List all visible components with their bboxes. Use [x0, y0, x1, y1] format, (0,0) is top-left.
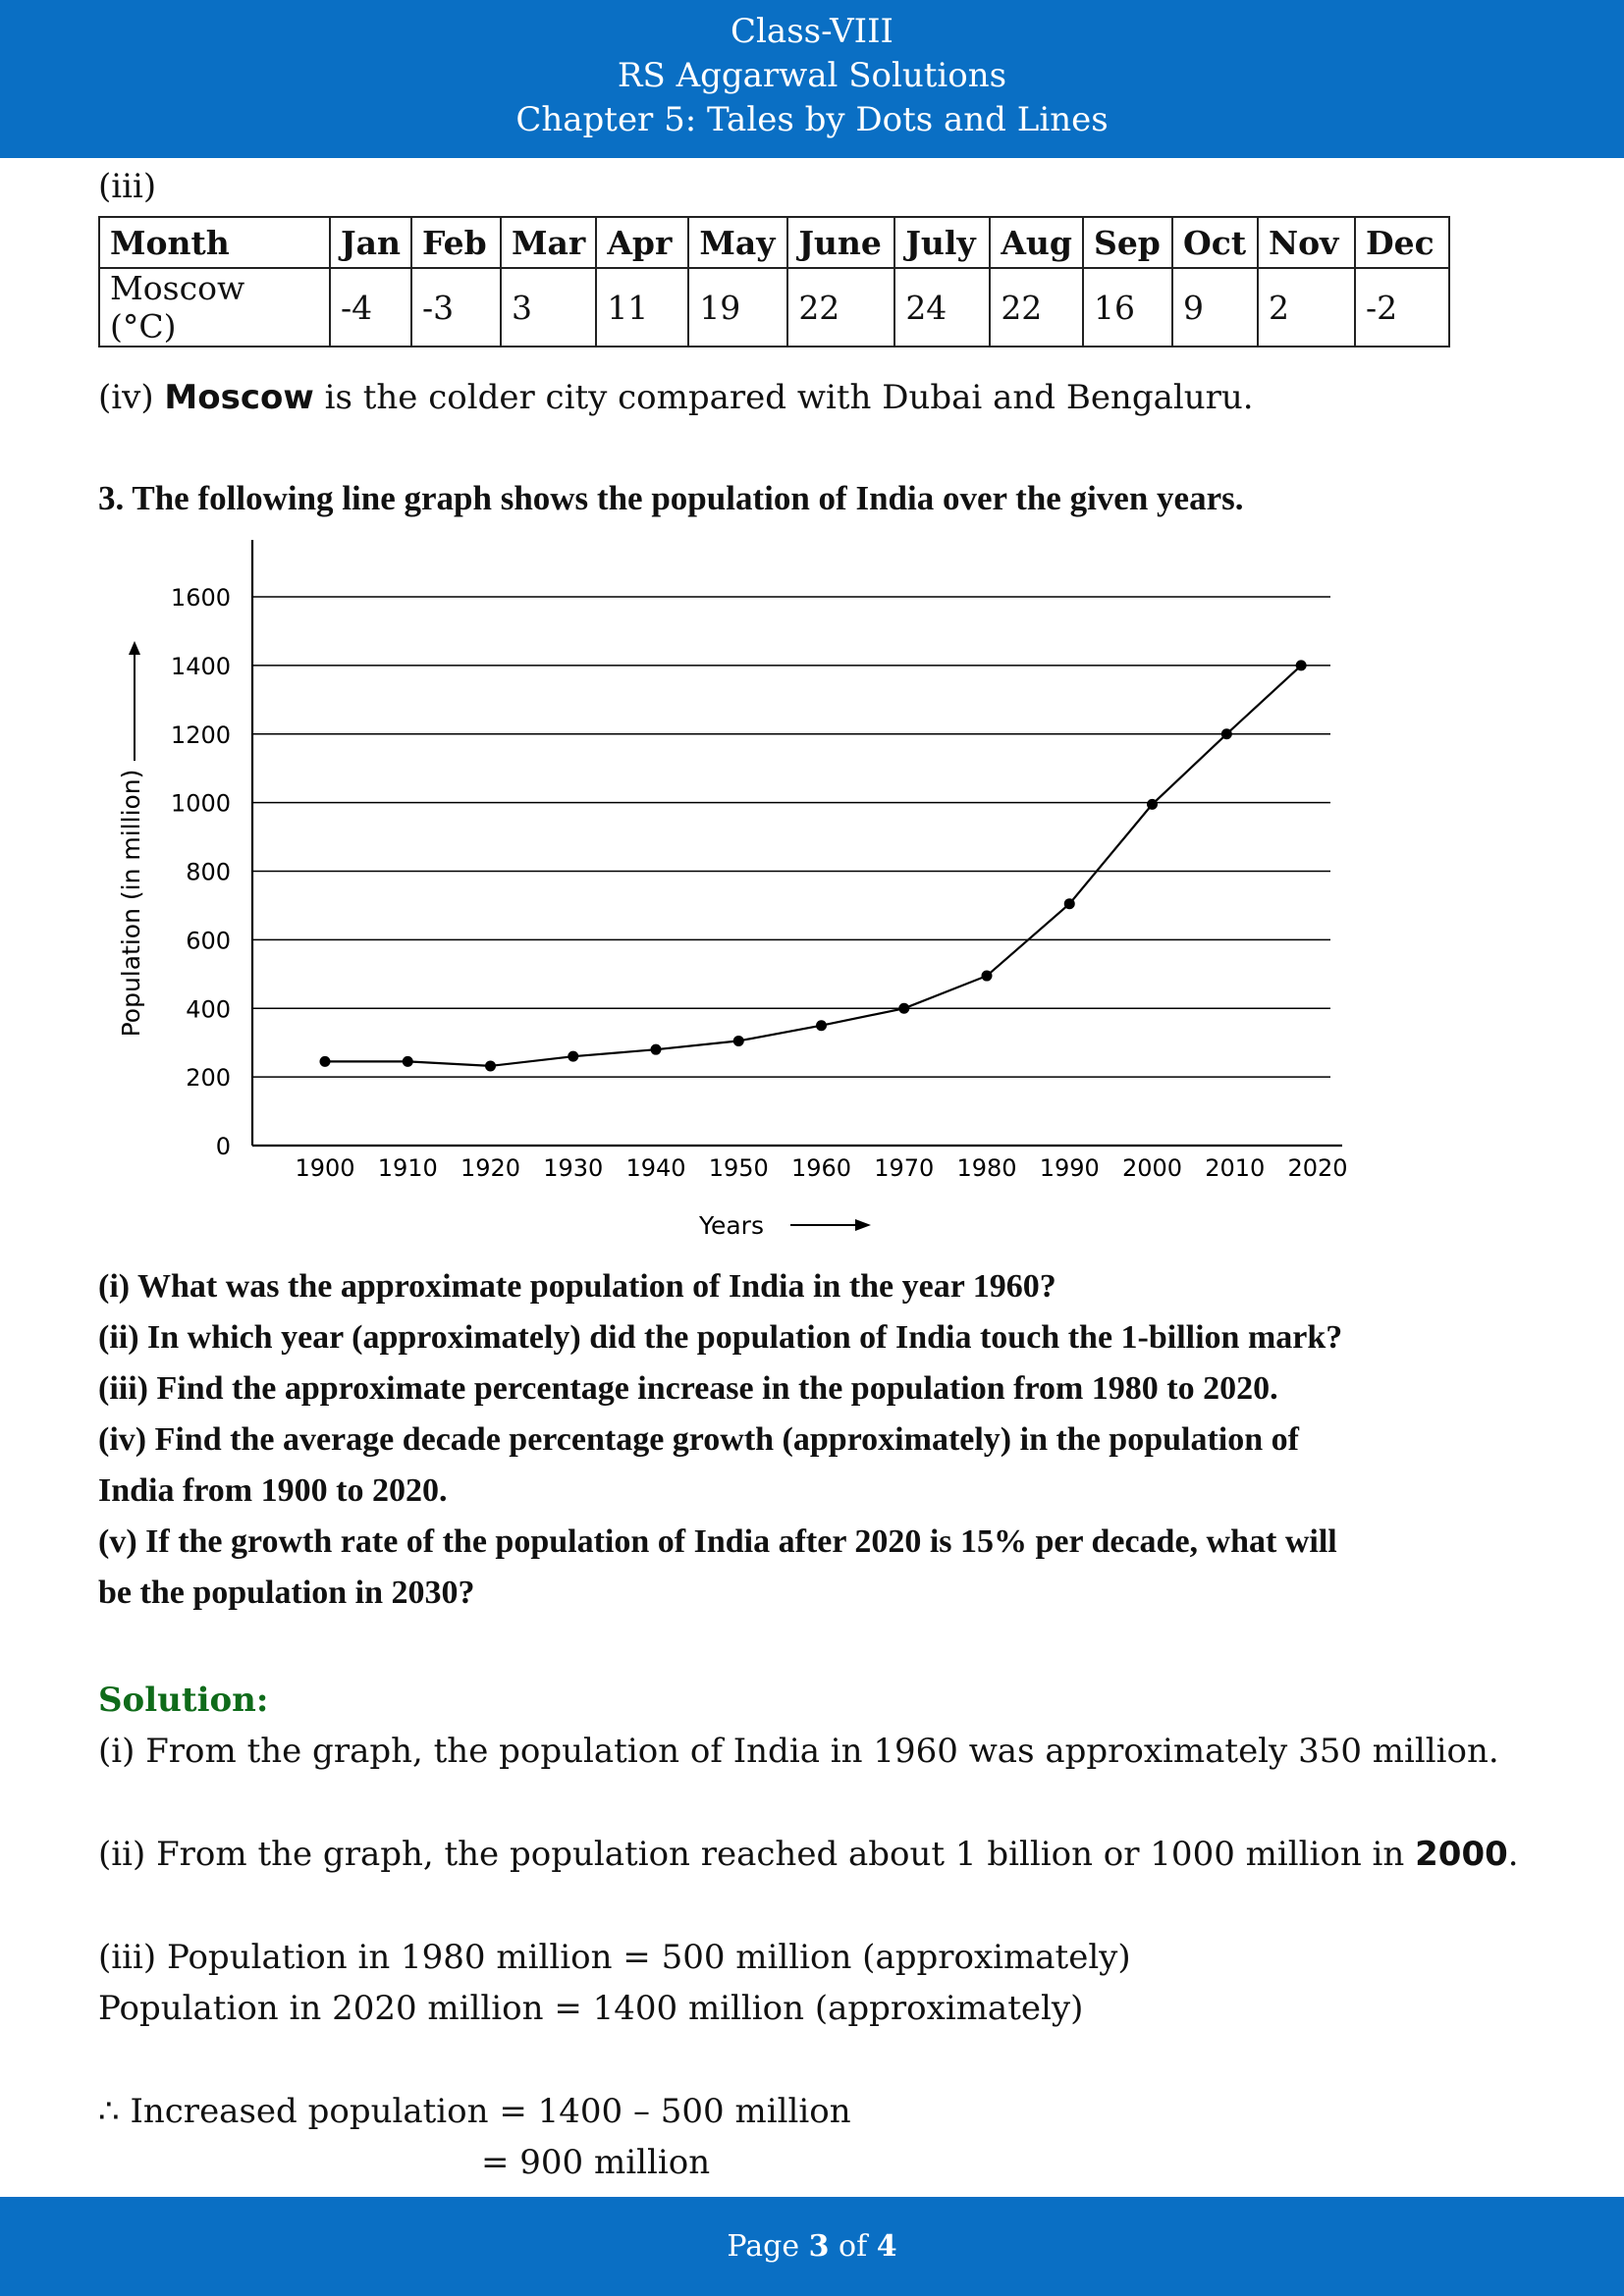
- part-iv-prefix: (iv): [98, 378, 165, 417]
- y-tick-label: 200: [186, 1064, 231, 1093]
- x-tick-label: 1940: [625, 1154, 686, 1182]
- sub-question-iii: (iii) Find the approximate percentage increase in the population from 1980 to 2020.: [98, 1370, 1278, 1407]
- header-chapter: Chapter 5: Tales by Dots and Lines: [515, 100, 1109, 139]
- answer-iii-line1: (iii) Population in 1980 million = 500 million (approximately): [98, 1938, 1131, 1977]
- footer-current-page: 3: [808, 2229, 830, 2264]
- x-tick-label: 1970: [874, 1154, 935, 1182]
- table-cell: -4: [330, 268, 411, 347]
- table-cell: 2: [1258, 268, 1355, 347]
- page-header: [0, 0, 1624, 158]
- answer-iii-line4: = 900 million: [481, 2143, 711, 2182]
- table-cell: 24: [894, 268, 990, 347]
- x-tick-label: 1960: [790, 1154, 852, 1182]
- table-header-row: [99, 217, 1449, 268]
- sub-question-ii: (ii) In which year (approximately) did the population of India touch the 1-billion mark?: [98, 1319, 1343, 1356]
- table-cell: July: [894, 217, 990, 268]
- table-cell: Feb: [411, 217, 501, 268]
- page-footer: [0, 2197, 1624, 2296]
- sub-question-v-cont: be the population in 2030?: [98, 1575, 475, 1611]
- table-cell: Nov: [1258, 217, 1355, 268]
- table-cell: Month: [99, 217, 330, 268]
- data-point: [1296, 660, 1307, 670]
- chart-gridlines: [252, 597, 1330, 1077]
- header-class: Class-VIII: [731, 12, 893, 51]
- footer-of-word: of: [829, 2229, 877, 2264]
- y-tick-label: 600: [186, 927, 231, 955]
- population-series-line: [325, 666, 1301, 1066]
- table-row: [99, 268, 1449, 347]
- footer-page-word: Page: [727, 2229, 809, 2264]
- table-cell: 22: [787, 268, 894, 347]
- y-tick-label: 0: [215, 1133, 231, 1160]
- solution-heading: Solution:: [98, 1681, 269, 1720]
- x-tick-label: 1920: [460, 1154, 521, 1182]
- table-cell: Moscow (°C): [99, 268, 330, 347]
- x-tick-label: 1980: [956, 1154, 1017, 1182]
- y-axis-label: Population (in million): [117, 769, 145, 1038]
- answer-ii-end: .: [1507, 1835, 1519, 1874]
- answer-iii-line2: Population in 2020 million = 1400 million (approximately): [98, 1989, 1084, 2028]
- x-tick-labels: [295, 1154, 1347, 1182]
- data-point: [733, 1036, 744, 1046]
- x-tick-label: 1900: [295, 1154, 355, 1182]
- table-cell: Aug: [990, 217, 1083, 268]
- data-point: [1064, 898, 1075, 909]
- data-point: [568, 1051, 578, 1062]
- answer-ii-text: (ii) From the graph, the population reached about 1 billion or 1000 million in: [98, 1835, 1416, 1874]
- x-tick-label: 1930: [543, 1154, 604, 1182]
- table-cell: -2: [1355, 268, 1449, 347]
- data-point: [320, 1056, 331, 1067]
- table-cell: June: [787, 217, 894, 268]
- part-iii-label: (iii): [98, 167, 157, 206]
- answer-ii-bold: 2000: [1415, 1835, 1508, 1874]
- data-point: [485, 1060, 496, 1071]
- table-cell: 11: [596, 268, 688, 347]
- part-iv-answer: [98, 378, 1254, 417]
- y-tick-label: 800: [186, 858, 231, 886]
- x-tick-label: 1910: [377, 1154, 438, 1182]
- x-tick-label: 2000: [1121, 1154, 1183, 1182]
- x-tick-label: 1990: [1039, 1154, 1100, 1182]
- x-tick-label: 2020: [1287, 1154, 1348, 1182]
- header-book: RS Aggarwal Solutions: [617, 56, 1007, 95]
- y-tick-label: 1600: [170, 584, 231, 612]
- sub-question-i: (i) What was the approximate population of India in the year 1960?: [98, 1268, 1056, 1305]
- y-tick-label: 1200: [170, 721, 231, 749]
- data-point: [403, 1056, 413, 1067]
- x-tick-label: 2010: [1205, 1154, 1266, 1182]
- x-axis-label: Years: [699, 1211, 764, 1240]
- data-point: [1221, 728, 1232, 739]
- answer-iii-line3: ∴ Increased population = 1400 – 500 million: [98, 2092, 851, 2131]
- answer-i: (i) From the graph, the population of India in 1960 was approximately 350 million.: [98, 1732, 1499, 1771]
- y-tick-labels: [171, 584, 231, 1160]
- data-point: [1147, 799, 1158, 810]
- sub-question-iv: (iv) Find the average decade percentage growth (approximately) in the population of: [98, 1421, 1299, 1458]
- population-line-chart: [93, 535, 1380, 1261]
- part-iv-rest: is the colder city compared with Dubai and Bengaluru.: [313, 378, 1254, 417]
- table-cell: 19: [688, 268, 787, 347]
- x-tick-label: 1950: [708, 1154, 769, 1182]
- data-point: [898, 1003, 909, 1014]
- sub-question-iv-cont: India from 1900 to 2020.: [98, 1472, 448, 1509]
- table-cell: 9: [1172, 268, 1258, 347]
- temperature-table: [98, 216, 1450, 347]
- table-cell: Apr: [596, 217, 688, 268]
- question-3-title: 3. The following line graph shows the population of India over the given years.: [98, 479, 1244, 517]
- table-cell: Mar: [501, 217, 596, 268]
- part-iv-bold: Moscow: [164, 378, 314, 417]
- y-axis-arrow: [129, 641, 140, 761]
- table-cell: 3: [501, 268, 596, 347]
- x-axis-arrow: [790, 1219, 871, 1231]
- table-cell: 16: [1083, 268, 1172, 347]
- data-point: [651, 1044, 662, 1055]
- data-point: [982, 971, 993, 982]
- table-cell: 22: [990, 268, 1083, 347]
- population-data-points: [320, 660, 1307, 1071]
- table-cell: -3: [411, 268, 501, 347]
- table-cell: Oct: [1172, 217, 1258, 268]
- table-cell: Dec: [1355, 217, 1449, 268]
- table-cell: Jan: [330, 217, 411, 268]
- data-point: [816, 1020, 827, 1031]
- sub-question-v: (v) If the growth rate of the population of India after 2020 is 15% per decade, what will: [98, 1523, 1337, 1560]
- y-tick-label: 1000: [170, 789, 231, 818]
- y-tick-label: 400: [186, 995, 231, 1024]
- table-cell: Sep: [1083, 217, 1172, 268]
- answer-ii: [98, 1835, 1519, 1874]
- table-cell: May: [688, 217, 787, 268]
- y-tick-label: 1400: [170, 652, 231, 680]
- footer-total-pages: 4: [876, 2229, 897, 2264]
- chart-axes: [252, 540, 1342, 1146]
